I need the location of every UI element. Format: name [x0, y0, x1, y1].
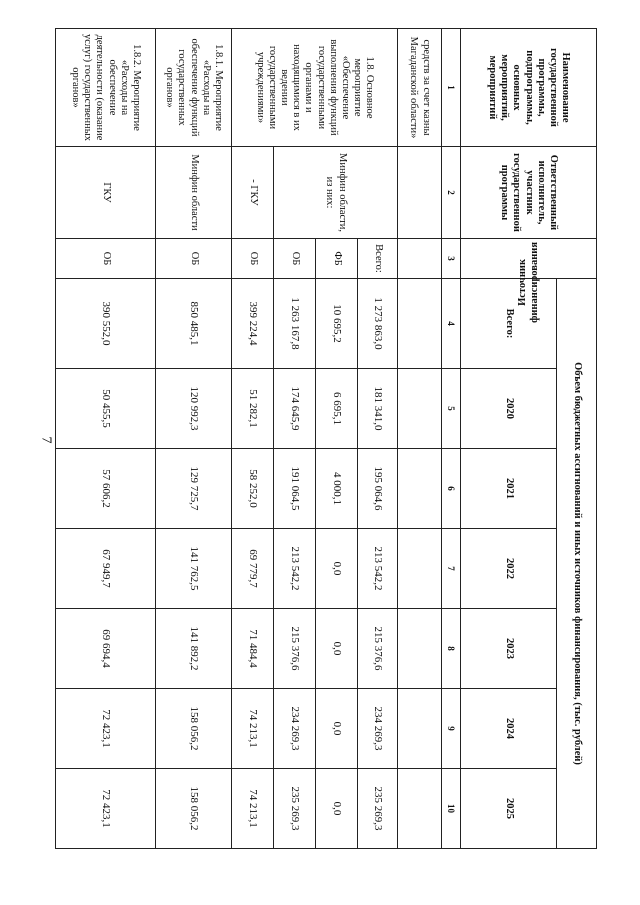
col-index: 8	[442, 609, 461, 689]
table-row	[232, 29, 274, 849]
row-source: ОБ	[56, 239, 156, 279]
header-year: 2020	[461, 369, 557, 449]
value-cell: 0,0	[316, 609, 358, 689]
value-cell: 158 056,2	[156, 689, 232, 769]
value-cell: 213 542,2	[274, 529, 316, 609]
value-cell: 181 341,0	[358, 369, 398, 449]
value-cell: 71 484,4	[232, 609, 274, 689]
value-cell: 50 455,5	[56, 369, 156, 449]
col-index: 6	[442, 449, 461, 529]
row-name: 1.8.2. Мероприятие «Расходы на обеспечение деятельности (оказание услуг) государственных органов»	[56, 29, 156, 147]
header-year: 2025	[461, 769, 557, 849]
header-executor: Ответственный исполнитель, участник государственной программы	[461, 147, 597, 239]
row-source: Всего:	[358, 239, 398, 279]
header-name: Наименование государственной программы, подпрограммы, основных мероприятий, мероприятий	[461, 29, 597, 147]
rotated-page	[57, 28, 597, 848]
value-cell: 141 762,5	[156, 529, 232, 609]
value-cell: 0,0	[316, 769, 358, 849]
value-cell: 141 892,2	[156, 609, 232, 689]
row-source: ОБ	[232, 239, 274, 279]
col-index: 1	[442, 29, 461, 147]
row-source: ФБ	[316, 239, 358, 279]
value-cell: 6 695,1	[316, 369, 358, 449]
value-cell: 74 213,1	[232, 689, 274, 769]
col-index: 9	[442, 689, 461, 769]
value-cell: 191 064,5	[274, 449, 316, 529]
row-source: ОБ	[274, 239, 316, 279]
value-cell: 69 779,7	[232, 529, 274, 609]
header-source	[461, 239, 597, 323]
header-volume: Объем бюджетных ассигнований и иных источников финансирования, (тыс. рублей)	[557, 279, 597, 849]
table-row	[56, 29, 156, 849]
header-year: 2023	[461, 609, 557, 689]
value-cell: 58 252,0	[232, 449, 274, 529]
value-cell: 10 695,2	[316, 279, 358, 369]
col-index: 2	[442, 147, 461, 239]
value-cell: 51 282,1	[232, 369, 274, 449]
value-cell: 74 213,1	[232, 769, 274, 849]
row-executor: Минфин области, из них:	[274, 147, 398, 239]
value-cell: 1 273 863,0	[358, 279, 398, 369]
page-number: 7	[38, 436, 54, 444]
header-year: 2022	[461, 529, 557, 609]
value-cell: 390 552,0	[56, 279, 156, 369]
header-source-label: Источник финансирования	[516, 242, 540, 323]
col-index: 3	[442, 239, 461, 279]
value-cell: 215 376,6	[358, 609, 398, 689]
table-row	[398, 29, 442, 849]
value-cell: 72 423,1	[56, 689, 156, 769]
row-executor: ГКУ	[56, 147, 156, 239]
row-name: средств за счет казны Магаданской области»	[398, 29, 442, 147]
value-cell: 0,0	[316, 689, 358, 769]
value-cell: 399 224,4	[232, 279, 274, 369]
col-index: 5	[442, 369, 461, 449]
value-cell: 174 645,9	[274, 369, 316, 449]
value-cell: 158 056,2	[156, 769, 232, 849]
header-year: 2024	[461, 689, 557, 769]
header-year: Всего:	[461, 279, 557, 369]
value-cell: 213 542,2	[358, 529, 398, 609]
value-cell: 0,0	[316, 529, 358, 609]
col-index: 7	[442, 529, 461, 609]
table-row	[156, 29, 232, 849]
value-cell: 215 376,6	[274, 609, 316, 689]
col-index: 4	[442, 279, 461, 369]
value-cell: 4 000,1	[316, 449, 358, 529]
header-year: 2021	[461, 449, 557, 529]
row-name: 1.8. Основное мероприятие «Обеспечение выполнения функций государственными органами и находящимися в их ведении государственными учреждениями»	[232, 29, 398, 147]
value-cell: 67 949,7	[56, 529, 156, 609]
row-source: ОБ	[156, 239, 232, 279]
value-cell: 850 485,1	[156, 279, 232, 369]
value-cell: 235 269,3	[358, 769, 398, 849]
value-cell: 129 725,7	[156, 449, 232, 529]
value-cell: 72 423,1	[56, 769, 156, 849]
value-cell: 120 992,3	[156, 369, 232, 449]
finance-table	[55, 28, 597, 849]
row-executor: Минфин области	[156, 147, 232, 239]
col-index: 10	[442, 769, 461, 849]
value-cell: 1 263 167,8	[274, 279, 316, 369]
row-name: 1.8.1. Мероприятие «Расходы на обеспечение функций государственных органов»	[156, 29, 232, 147]
value-cell: 235 269,3	[274, 769, 316, 849]
value-cell: 195 064,6	[358, 449, 398, 529]
table-row	[358, 29, 398, 849]
row-executor: - ГКУ	[232, 147, 274, 239]
value-cell: 57 606,2	[56, 449, 156, 529]
value-cell: 69 694,4	[56, 609, 156, 689]
value-cell: 234 269,3	[358, 689, 398, 769]
value-cell: 234 269,3	[274, 689, 316, 769]
